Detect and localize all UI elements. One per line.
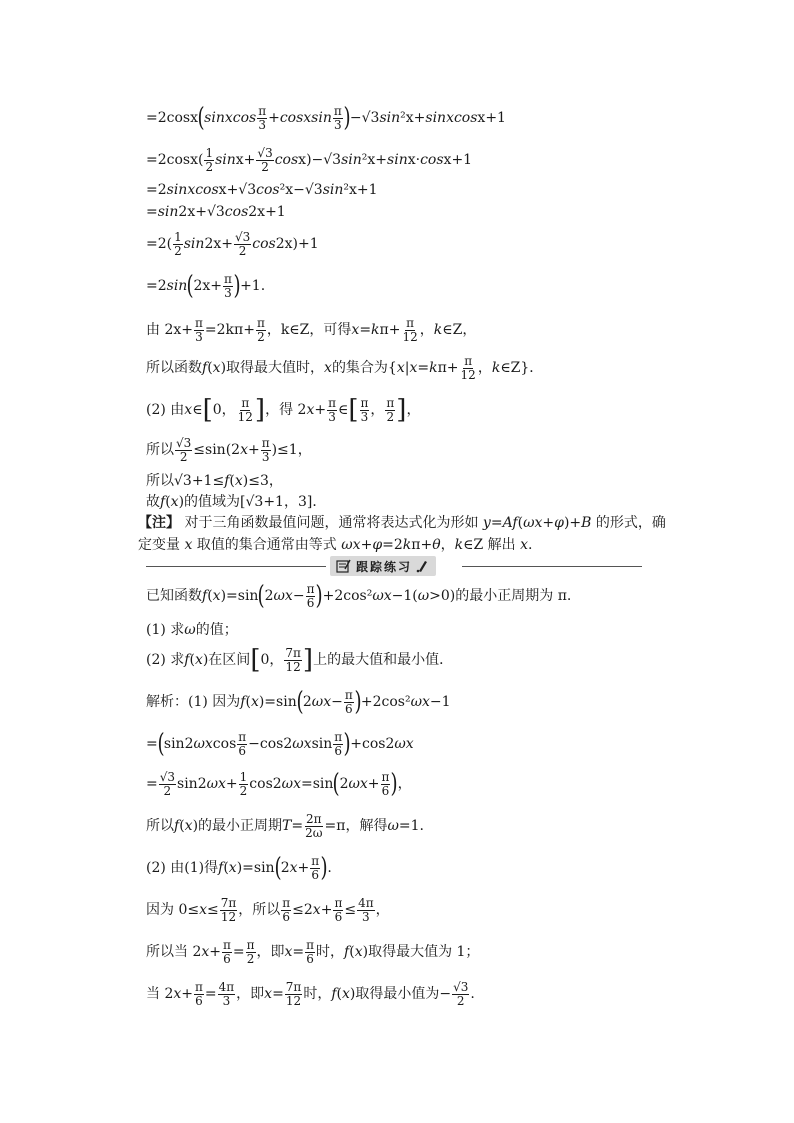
note-paragraph: 【注】 对于三角函数最值问题，通常将表达式化为形如 y=Af(ωx+φ)+B 的形式，确定变量 x 取值的集合通常由等式 ωx+φ=2kπ+θ，k∈Z 解出 x. — [138, 515, 666, 553]
line-11: 所以√3+1≤ f ( x )≤3， — [146, 473, 283, 489]
line-8: 所以函数 f ( x )取得最大值时， x 的集合为{ x | x = k π+ π 12 ， k ∈Z}． — [146, 353, 544, 382]
line-7: 由 2x+ π 3 =2kπ+ π 2 ，k∈Z，可得 x = k π+ π 12 ， k ∈Z， — [146, 315, 477, 344]
solution-line-5: (2) 由(1)得 f ( x )=sin ( 2 x + π 6 ) . — [146, 853, 332, 883]
solution-line-6: 因为 0≤ x ≤ 7π 12 ，所以 π 6 ≤2 x + π 6 ≤ 4π 3 ， — [146, 895, 390, 924]
question-part-1: (1) 求 ω 的值； — [146, 622, 238, 638]
banner-rule-right — [462, 566, 642, 567]
line-4: = sin 2x+√3 cos 2x+1 — [146, 204, 286, 220]
solution-line-7: 所以当 2 x + π 6 = π 2 ，即 x = π 6 时， f ( x )取得最大值为 1； — [146, 937, 480, 966]
question-part-2: (2) 求 f ( x )在区间 [ 0， 7π 12 ] 上的最大值和最小值． — [146, 645, 454, 675]
banner-rule-left — [146, 566, 326, 567]
banner-box — [330, 556, 436, 576]
solution-line-8: 当 2 x + π 6 = 4π 3 ，即 x = 7π 12 时， f ( x )取得最小值为− √3 2 . — [146, 979, 475, 1008]
line-6: =2 sin ( 2x+ π 3 ) +1. — [146, 271, 266, 301]
question-line: 已知函数 f ( x )=sin ( 2 ωx − π 6 ) +2cos² ωx −1( ω >0)的最小正周期为 π. — [146, 581, 572, 611]
line-2: =2cosx( 1 2 sin x+ √3 2 cos x)−√3 sin ²x+ sin x· cos x+1 — [146, 145, 473, 174]
solution-line-1: 解析：(1) 因为 f ( x )=sin ( 2 ωx − π 6 ) +2cos² ωx −1 — [146, 687, 451, 717]
line-5: =2( 1 2 sin 2x+ √3 2 cos 2x)+1 — [146, 229, 319, 258]
banner-label: 跟踪练习 — [356, 559, 413, 574]
solution-line-4: 所以 f ( x )的最小正周期 T = 2π 2ω =π，解得 ω =1. — [146, 811, 424, 840]
solution-line-3: = √3 2 sin2 ωx + 1 2 cos2 ωx =sin ( 2 ωx + π 6 ) ， — [146, 769, 412, 799]
line-3: =2 sinxcos x+√3 cos ²x−√3 sin ²x+1 — [146, 182, 378, 198]
line-10: 所以 √3 2 ≤sin(2 x + π 3 )≤1， — [146, 435, 312, 464]
line-9: (2) 由 x ∈ [ 0， π 12 ] ，得 2 x + π 3 ∈ [ π 3 ， π 2 ] ， — [146, 395, 421, 425]
solution-line-2: = ( sin2 ωx cos π 6 −cos2 ωx sin π 6 ) +cos2 ωx — [146, 729, 414, 759]
follow-up-banner — [330, 556, 458, 576]
line-12: 故 f ( x )的值域为[√3+1，3]． — [146, 494, 327, 510]
pencil-icon — [416, 559, 428, 573]
line-1: =2cosx ( sinxcos π 3 + cosxsin π 3 ) −√3 sin ²x+ sinxcos x+1 — [146, 103, 506, 133]
notebook-icon — [336, 559, 352, 573]
